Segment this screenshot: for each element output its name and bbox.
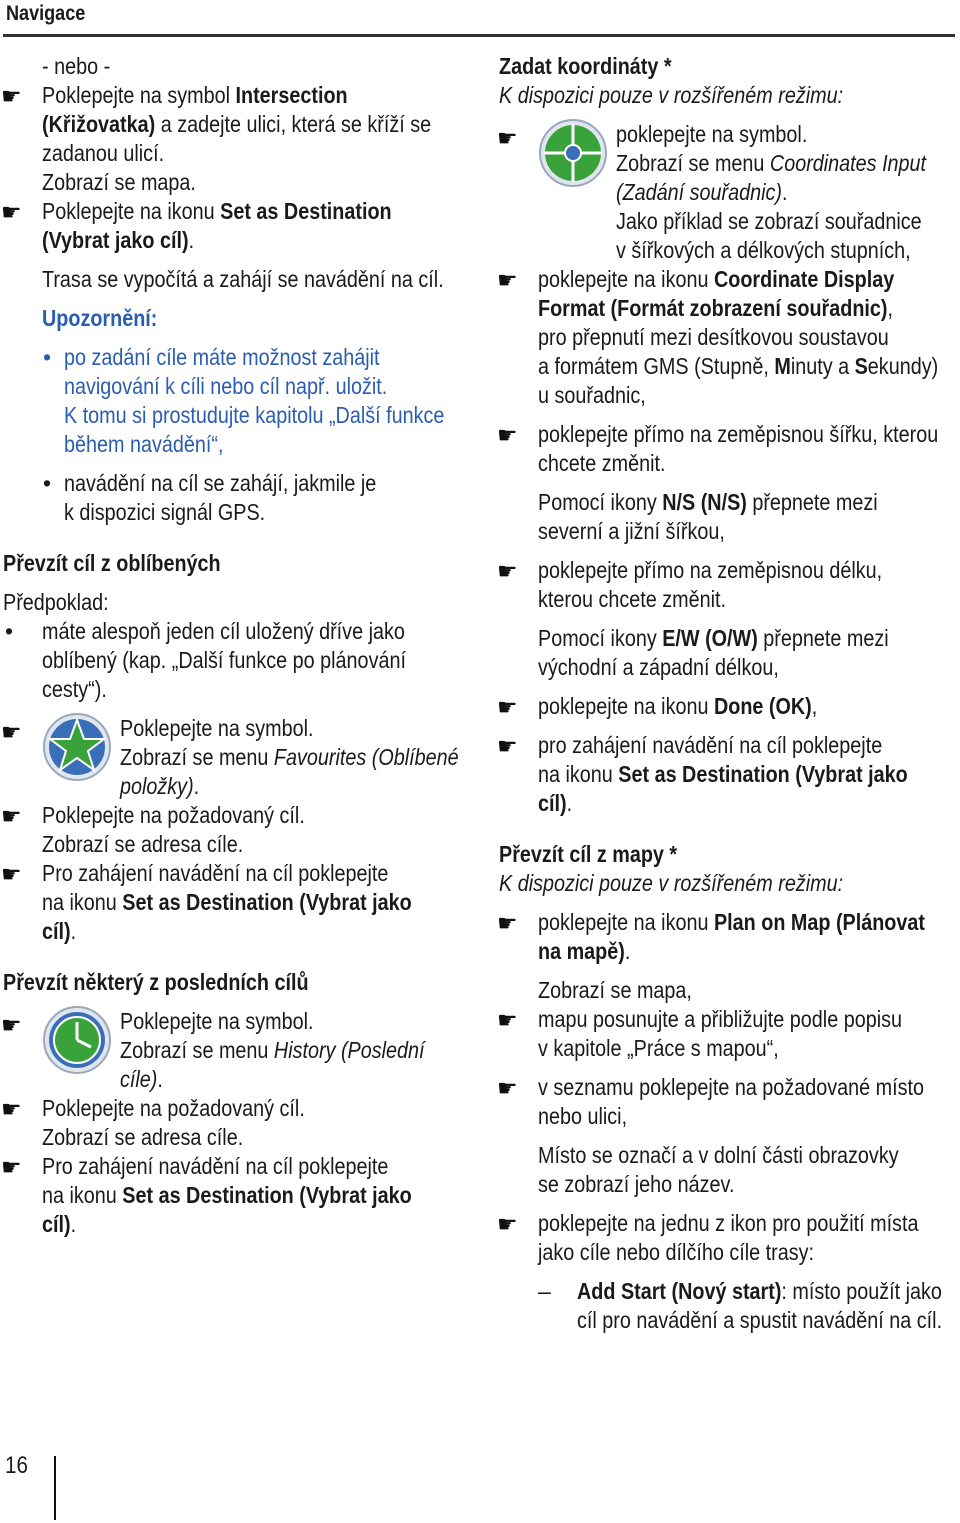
pointing-hand-icon: ☛: [497, 125, 518, 151]
step-tap-destination-2: ☛ Poklepejte na požadovaný cíl.: [1, 1095, 305, 1122]
coordinates-example: Jako příklad se zobrazí souřadnice v šířkových a délkových stupních,: [616, 208, 922, 263]
map-shown-text: Zobrazí se mapa.: [42, 169, 196, 195]
map-availability: K dispozici pouze v rozšířeném režimu:: [499, 870, 844, 896]
step-done: ☛ poklepejte na ikonu Done (OK),: [497, 693, 818, 720]
step-move-map: ☛ mapu posunujte a přibližujte podle popisu v kapitole „Práce s mapou“,: [497, 1006, 902, 1061]
pointing-hand-icon: ☛: [497, 1211, 518, 1237]
ew-toggle-text: Pomocí ikony E/W (O/W) přepnete mezi východní a západní délkou,: [538, 625, 889, 680]
step-set-destination: ☛ Poklepejte na ikonu Set as Destination (Vybrat jako cíl).: [1, 198, 392, 253]
pointing-hand-icon: ☛: [1, 803, 22, 829]
step-select-place: ☛ v seznamu poklepejte na požadované místo nebo ulici,: [497, 1074, 924, 1129]
pointing-hand-icon: ☛: [1, 1096, 22, 1122]
pointing-hand-icon: ☛: [497, 1075, 518, 1101]
place-marked-text: Místo se označí a v dolní části obrazovky se zobrazí jeho název.: [538, 1142, 899, 1197]
step-start-guidance: ☛ Pro zahájení navádění na cíl poklepejte na ikonu Set as Destination (Vybrat jako cíl).: [1, 860, 412, 944]
crosshair-globe-icon: [538, 118, 608, 188]
page-number-rule: [54, 1456, 56, 1520]
step-start-guidance-2: ☛ Pro zahájení navádění na cíl poklepejte na ikonu Set as Destination (Vybrat jako cíl).: [1, 1153, 412, 1237]
step-coordinate-format: ☛ poklepejte na ikonu Coordinate Display Format (Formát zobrazení souřadnic), pro přepnutí mezi desítkovou soustavou a formátem GMS (Stupně, Minuty a Sekundy) u souřadnic,: [497, 266, 939, 408]
pointing-hand-icon: ☛: [1, 861, 22, 887]
pointing-hand-icon: ☛: [497, 910, 518, 936]
coordinates-availability: K dispozici pouze v rozšířeném režimu:: [499, 82, 844, 108]
map-shown-text-2: Zobrazí se mapa,: [538, 977, 692, 1003]
step-coordinates-symbol: ☛ poklepejte na symbol. Zobrazí se menu Coordinates Input (Zadání souřadnic).: [499, 120, 956, 207]
step-tap-destination: ☛ Poklepejte na požadovaný cíl.: [1, 802, 305, 829]
note-title: Upozornění:: [42, 305, 158, 331]
pointing-hand-icon: ☛: [1, 1012, 22, 1038]
address-shown-text-2: Zobrazí se adresa cíle.: [42, 1124, 244, 1150]
step-favourites-symbol: ☛ Poklepejte na symbol. Zobrazí se menu Favourites (Oblíbené položky).: [3, 714, 461, 801]
step-plan-on-map: ☛ poklepejte na ikonu Plan on Map (Plánovat na mapě).: [497, 909, 925, 964]
add-start-item: – Add Start (Nový start): místo použít jako cíl pro navádění a spustit navádění na cíl.: [538, 1278, 943, 1333]
route-calc-text: Trasa se vypočítá a zahájí se navádění na cíl.: [42, 266, 444, 292]
pointing-hand-icon: ☛: [1, 199, 22, 225]
step-start-guidance-3: ☛ pro zahájení navádění na cíl poklepejte na ikonu Set as Destination (Vybrat jako cíl).: [497, 732, 908, 816]
header-title: Navigace: [6, 2, 86, 25]
ns-toggle-text: Pomocí ikony N/S (N/S) přepnete mezi severní a jižní šířkou,: [538, 489, 878, 544]
pointing-hand-icon: ☛: [497, 733, 518, 759]
pointing-hand-icon: ☛: [497, 558, 518, 584]
left-column: [3, 52, 461, 1239]
page-number: 16: [5, 1452, 28, 1479]
pointing-hand-icon: ☛: [1, 1154, 22, 1180]
star-icon: [42, 712, 112, 782]
pointing-hand-icon: ☛: [1, 719, 22, 745]
prerequisite-label: Předpoklad:: [3, 589, 109, 615]
note-bullet-1: • po zadání cíle máte možnost zahájit navigování k cíli nebo cíl např. uložit. K tomu si prostudujte kapitolu „Další funkce během navádění“,: [43, 344, 445, 457]
history-heading: Převzít některý z posledních cílů: [3, 969, 309, 995]
address-shown-text: Zobrazí se adresa cíle.: [42, 831, 244, 857]
pointing-hand-icon: ☛: [1, 83, 22, 109]
coordinates-heading: Zadat koordináty *: [499, 53, 672, 79]
pointing-hand-icon: ☛: [497, 1007, 518, 1033]
pointing-hand-icon: ☛: [497, 267, 518, 293]
step-longitude: ☛ poklepejte přímo na zeměpisnou délku, kterou chcete změnit.: [497, 557, 883, 612]
favourites-heading: Převzít cíl z oblíbených: [3, 550, 221, 576]
note-bullet-2: • navádění na cíl se zahájí, jakmile je k dispozici signál GPS.: [43, 470, 377, 525]
step-intersection: ☛ Poklepejte na symbol Intersection (Křižovatka) a zadejte ulici, která se kříží se zadanou ulicí.: [1, 82, 432, 166]
right-column: [499, 52, 956, 1335]
step-latitude: ☛ poklepejte přímo na zeměpisnou šířku, kterou chcete změnit.: [497, 421, 939, 476]
page-header: [3, 0, 955, 37]
map-heading: Převzít cíl z mapy *: [499, 841, 678, 867]
prerequisite-bullet: • máte alespoň jeden cíl uložený dříve jako oblíbený (kap. „Další funkce po plánování cesty“).: [5, 618, 406, 702]
step-use-place: ☛ poklepejte na jednu z ikon pro použití místa jako cíle nebo dílčího cíle trasy:: [497, 1210, 919, 1265]
pointing-hand-icon: ☛: [497, 694, 518, 720]
step-history-symbol: ☛ Poklepejte na symbol. Zobrazí se menu History (Poslední cíle).: [3, 1007, 461, 1094]
clock-icon: [42, 1005, 112, 1075]
pointing-hand-icon: ☛: [497, 422, 518, 448]
or-line: - nebo -: [42, 53, 111, 79]
